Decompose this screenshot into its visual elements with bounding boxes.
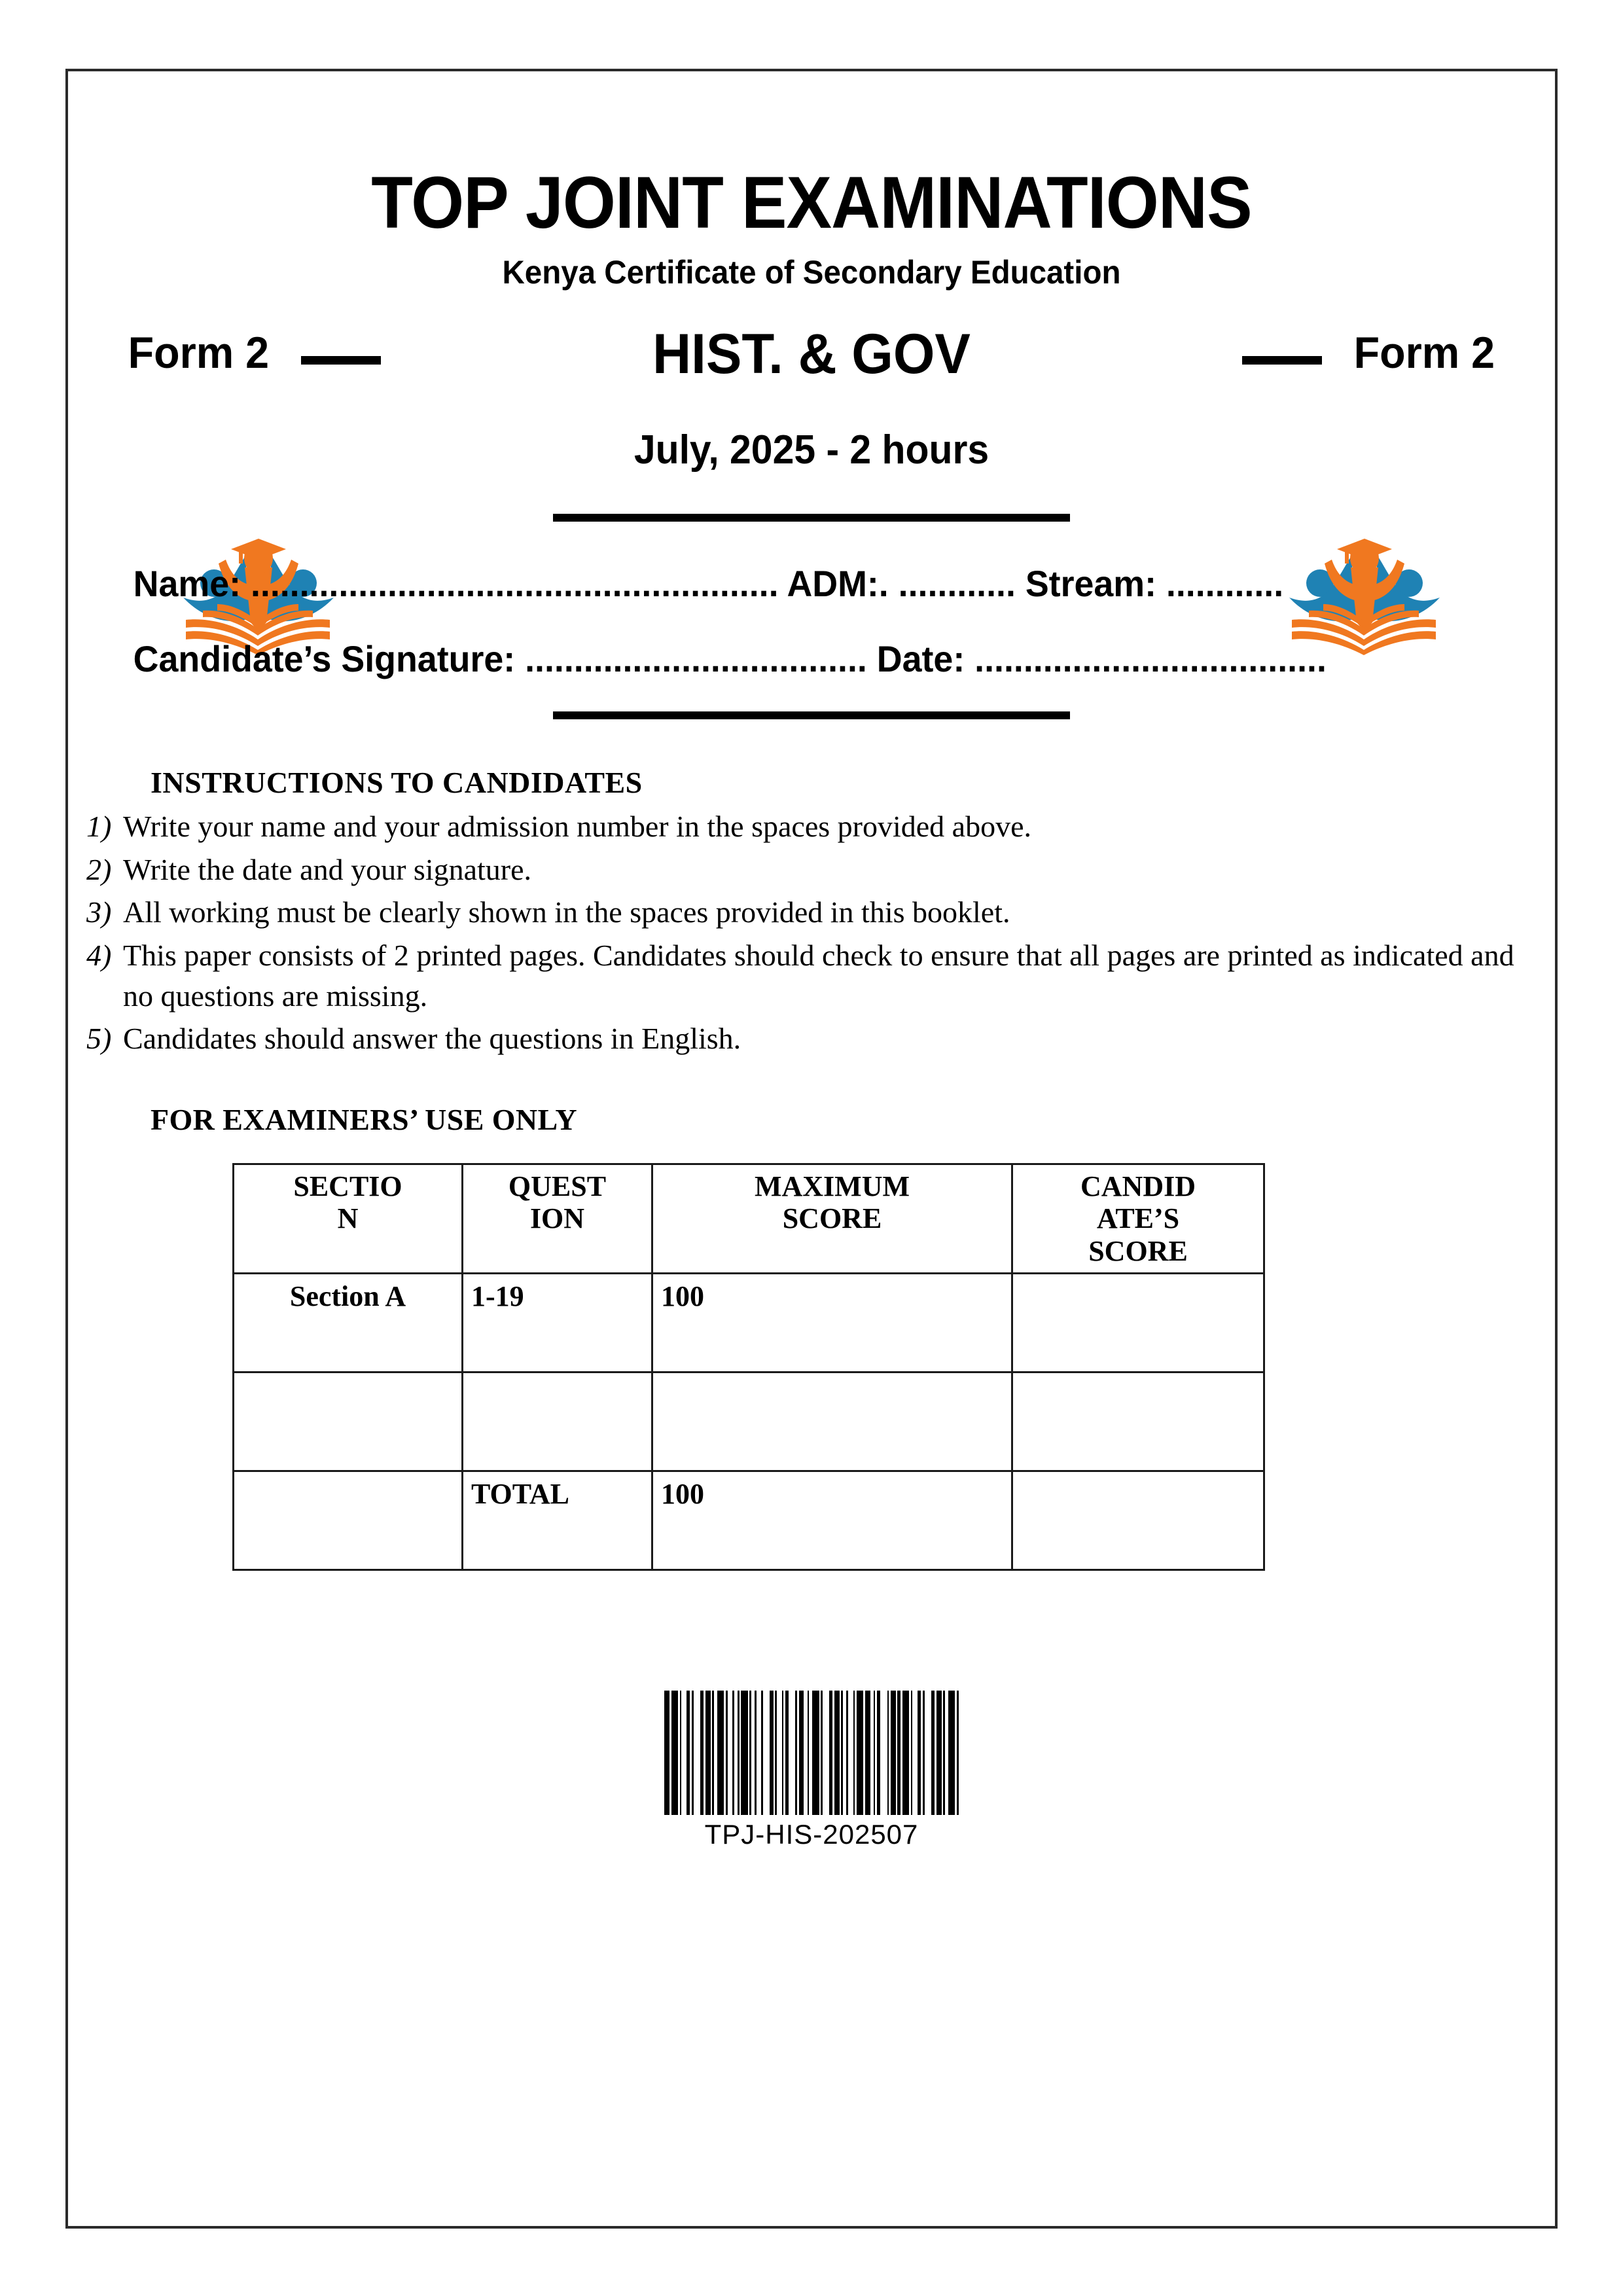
instruction-number: 4) xyxy=(86,939,112,973)
cell-question xyxy=(463,1372,652,1471)
table-header-row xyxy=(234,1164,1264,1273)
header-line: N xyxy=(337,1202,359,1235)
subject-title: HIST. & GOV xyxy=(652,323,971,386)
table-row xyxy=(234,1273,1264,1372)
candidate-signature-field-line[interactable]: Candidate’s Signature: ................................... Date: .................................... xyxy=(133,638,1327,680)
barcode-label: TPJ-HIS-202507 xyxy=(704,1818,919,1850)
instruction-item xyxy=(80,850,1558,890)
header-cell-section xyxy=(234,1164,463,1273)
instructions-heading: INSTRUCTIONS TO CANDIDATES xyxy=(151,766,643,800)
instruction-text: Write your name and your admission number in the spaces provided above. xyxy=(123,810,1031,844)
instruction-number: 2) xyxy=(86,852,112,886)
certificate-subtitle: Kenya Certificate of Secondary Education xyxy=(502,254,1121,291)
candidate-name-field-line[interactable]: Name: ...................................................... ADM:. ............ Stream: ............ xyxy=(133,563,1284,605)
header-line: MAXIMUM xyxy=(754,1170,910,1202)
marks-table xyxy=(232,1163,1265,1571)
exam-body-title: TOP JOINT EXAMINATIONS xyxy=(371,162,1252,243)
instruction-number: 3) xyxy=(86,895,112,929)
divider-rule-top xyxy=(553,514,1070,522)
cell-candidate-score[interactable] xyxy=(1012,1273,1264,1372)
header-line: SCORE xyxy=(1088,1234,1188,1267)
instruction-number: 1) xyxy=(86,810,112,844)
instruction-item xyxy=(80,935,1558,1016)
instruction-text: Candidates should answer the questions in English. xyxy=(123,1022,741,1056)
examiners-use-heading: FOR EXAMINERS’ USE ONLY xyxy=(151,1102,578,1136)
subject-row xyxy=(65,322,1558,401)
cell-candidate-score[interactable] xyxy=(1012,1471,1264,1570)
header-line: CANDID xyxy=(1080,1170,1196,1202)
divider-rule-bottom xyxy=(553,711,1070,719)
cell-maximum-score: 100 xyxy=(652,1471,1012,1570)
header-cell-maximum-score xyxy=(652,1164,1012,1273)
cell-section xyxy=(234,1471,463,1570)
dash-separator-right xyxy=(1242,356,1322,365)
form-level-right: Form 2 xyxy=(1353,328,1495,378)
instruction-item xyxy=(80,1018,1558,1059)
barcode-block xyxy=(65,1682,1558,1850)
instruction-number: 5) xyxy=(86,1022,112,1056)
cell-section: Section A xyxy=(234,1273,463,1372)
cell-section xyxy=(234,1372,463,1471)
cell-question: TOTAL xyxy=(463,1471,652,1570)
header-cell-question xyxy=(463,1164,652,1273)
header-line: SCORE xyxy=(782,1202,882,1235)
instructions-section xyxy=(65,765,1558,1059)
cell-maximum-score xyxy=(652,1372,1012,1471)
instruction-text: Write the date and your signature. xyxy=(123,852,532,886)
header-line: ION xyxy=(529,1202,585,1235)
table-row-total xyxy=(234,1471,1264,1570)
exam-date-duration: July, 2025 - 2 hours xyxy=(633,427,990,473)
instruction-text: All working must be clearly shown in the spaces provided in this booklet. xyxy=(123,895,1010,929)
header-line: QUEST xyxy=(508,1170,607,1202)
cell-question: 1-19 xyxy=(463,1273,652,1372)
header-line: SECTIO xyxy=(293,1170,402,1202)
exam-cover-page xyxy=(65,69,1558,2229)
table-row xyxy=(234,1372,1264,1471)
instruction-item xyxy=(80,806,1558,847)
cell-maximum-score: 100 xyxy=(652,1273,1012,1372)
instructions-list xyxy=(80,806,1558,1059)
cell-candidate-score[interactable] xyxy=(1012,1372,1264,1471)
header-line: ATE’S xyxy=(1096,1202,1180,1235)
instruction-item xyxy=(80,892,1558,933)
instruction-text: This paper consists of 2 printed pages. Candidates should check to ensure that all pages are printed as indicated and no questions are missing. xyxy=(123,939,1514,1013)
barcode-image xyxy=(664,1691,958,1815)
form-level-left: Form 2 xyxy=(128,328,270,378)
header-cell-candidate-score xyxy=(1012,1164,1264,1273)
